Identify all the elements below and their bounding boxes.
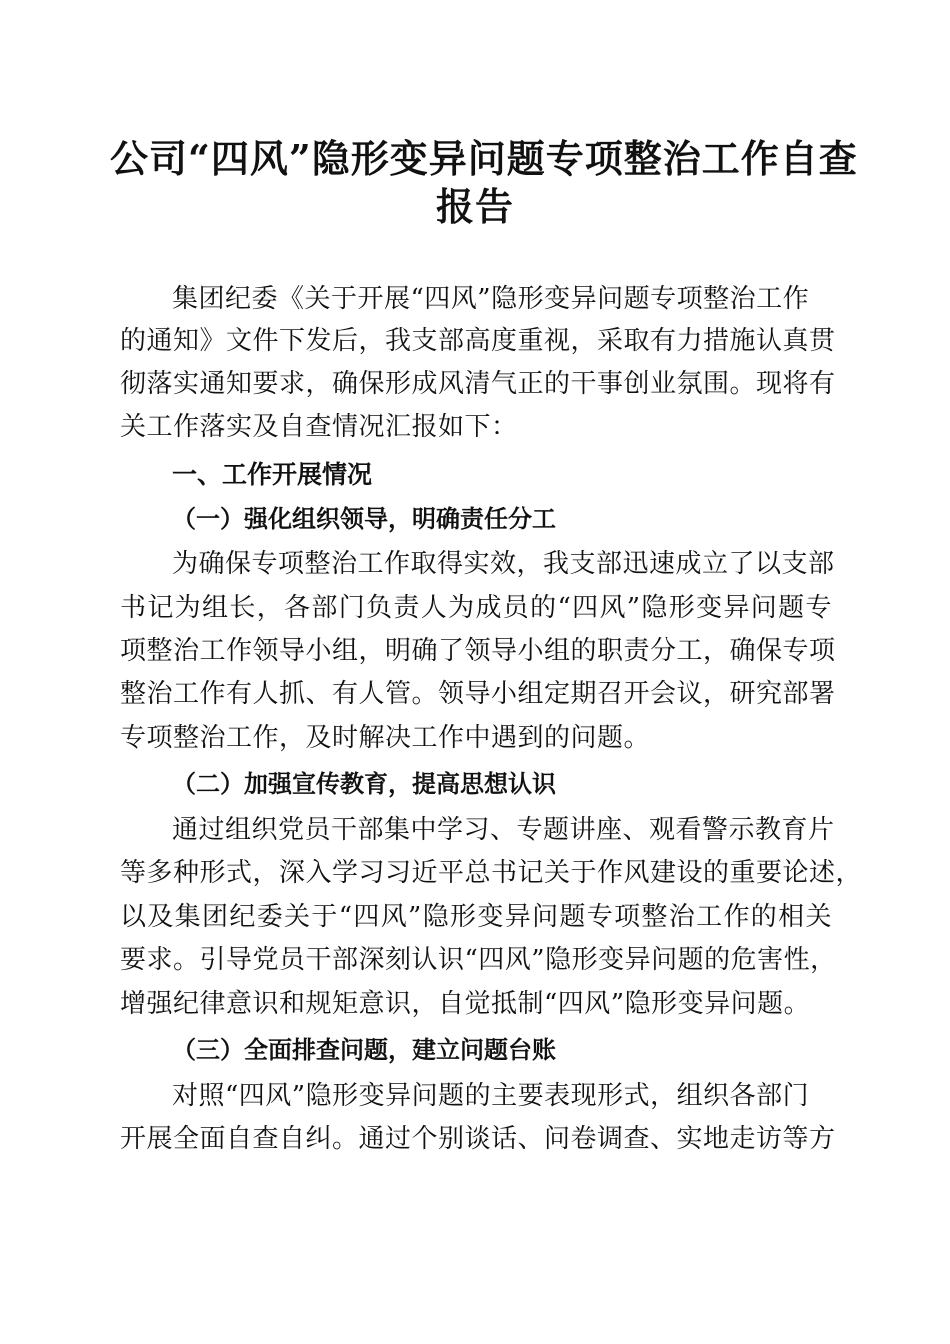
sub2-line-4: 要求。引导党员干部深刻认识“四风”隐形变异问题的危害性， [120, 945, 837, 975]
subsection-2-heading: （二）加强宣传教育，提高思想认识 [172, 770, 556, 798]
intro-line-3: 彻落实通知要求，确保形成风清气正的干事创业氛围。现将有 [120, 369, 836, 399]
sub2-line-3: 以及集团纪委关于“四风”隐形变异问题专项整治工作的相关 [120, 902, 832, 932]
sub1-line-3: 项整治工作领导小组，明确了领导小组的职责分工，确保专项 [120, 636, 836, 666]
sub2-line-1: 通过组织党员干部集中学习、专题讲座、观看警示教育片 [172, 815, 835, 845]
document-title-line-2: 报告 [435, 184, 514, 229]
sub1-line-4: 整治工作有人抓、有人管。领导小组定期召开会议，研究部署 [120, 679, 836, 709]
intro-line-4: 关工作落实及自查情况汇报如下： [120, 412, 518, 442]
section-1-heading: 一、工作开展情况 [172, 460, 373, 489]
sub1-line-1: 为确保专项整治工作取得实效，我支部迅速成立了以支部 [172, 549, 835, 579]
subsection-1-heading: （一）强化组织领导，明确责任分工 [172, 505, 556, 533]
intro-line-2: 的通知》文件下发后，我支部高度重视，采取有力措施认真贯 [120, 326, 836, 356]
sub3-line-1: 对照“四风”隐形变异问题的主要表现形式，组织各部门 [172, 1081, 810, 1111]
sub1-line-2: 书记为组长，各部门负责人为成员的“四风”隐形变异问题专 [120, 593, 832, 623]
sub1-line-5: 专项整治工作，及时解决工作中遇到的问题。 [120, 723, 651, 753]
intro-line-1: 集团纪委《关于开展“四风”隐形变异问题专项整治工作 [172, 284, 810, 314]
sub3-line-2: 开展全面自查自纠。通过个别谈话、问卷调查、实地走访等方 [120, 1124, 836, 1154]
subsection-3-heading: （三）全面排查问题，建立问题台账 [172, 1036, 556, 1064]
sub2-line-2: 等多种形式，深入学习习近平总书记关于作风建设的重要论述， [120, 858, 863, 888]
document-title-line-1: 公司“四风”隐形变异问题专项整治工作自查 [110, 136, 858, 181]
sub2-line-5: 增强纪律意识和规矩意识，自觉抵制“四风”隐形变异问题。 [120, 989, 811, 1019]
